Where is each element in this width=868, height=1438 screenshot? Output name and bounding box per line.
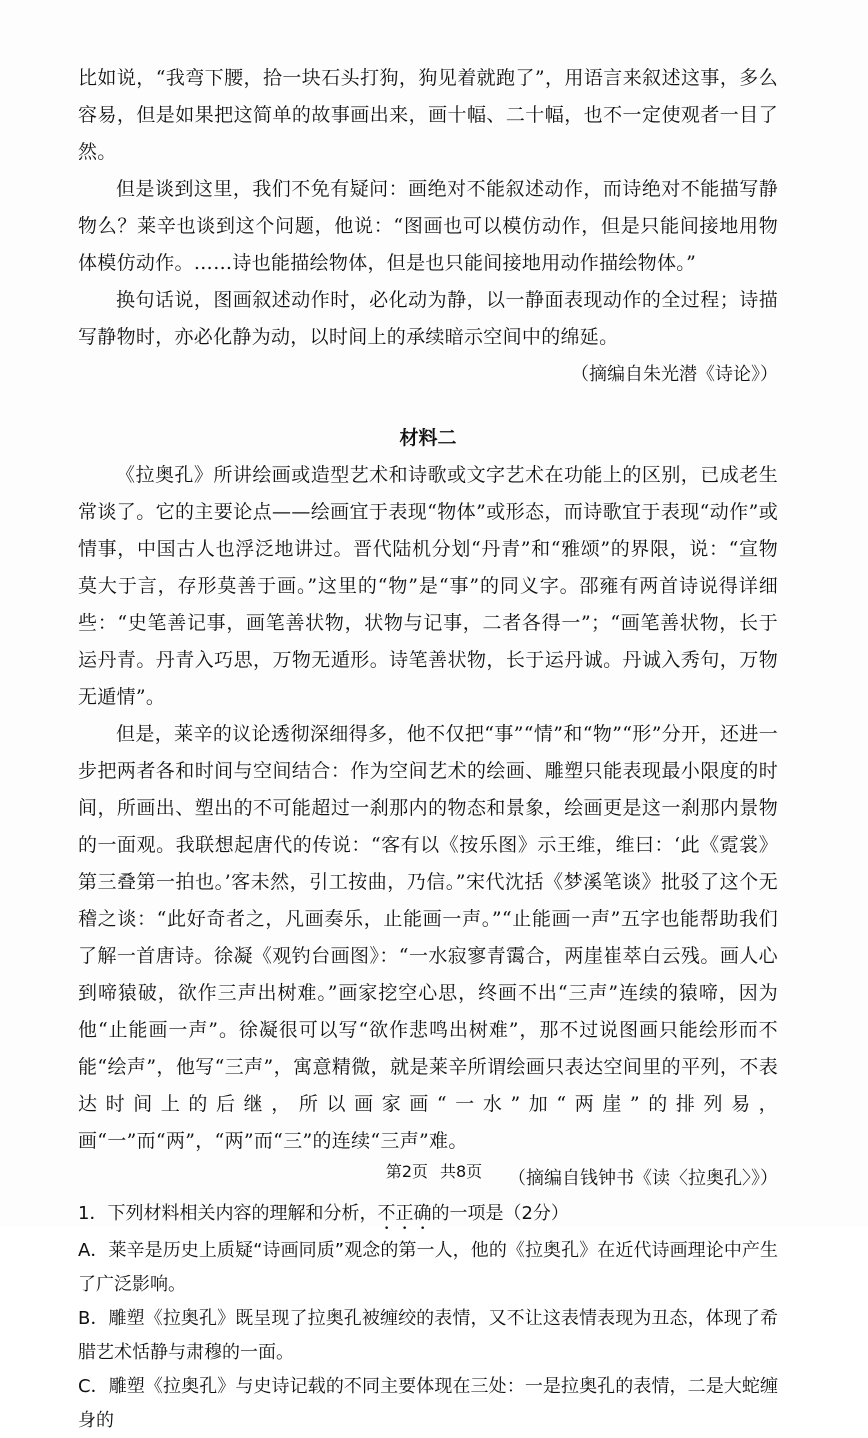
- page-content: [78, 60, 778, 1438]
- source-citation: （摘编自钱钟书《读〈拉奥孔〉》）: [508, 1168, 778, 1189]
- material-two: [78, 420, 778, 1197]
- page-footer: [0, 1160, 868, 1184]
- page-number: 第2页: [385, 1162, 428, 1181]
- page-total: 共8页: [440, 1162, 483, 1181]
- option-c: C．雕塑《拉奥孔》与史诗记载的不同主要体现在三处：一是拉奥孔的表情，二是大蛇缠身的: [78, 1376, 778, 1431]
- option-a: A．莱辛是历史上质疑“诗画同质”观念的第一人，他的《拉奥孔》在近代诗画理论中产生了广泛影响。: [78, 1240, 778, 1295]
- emphasized-text: 不正确: [377, 1203, 432, 1224]
- section-heading: 材料二: [399, 427, 457, 449]
- question-stem-text: 1．下列材料相关内容的理解和分析，: [78, 1203, 378, 1224]
- source-citation: （摘编自朱光潜《诗论》）: [571, 364, 778, 385]
- paragraph: 但是谈到这里，我们不免有疑问：画绝对不能叙述动作，而诗绝对不能描写静物么？莱辛也谈到这个问题，他说：“图画也可以模仿动作，但是只能间接地用物体模仿动作。……诗也能描绘物体，但是也只能间接地用动作描绘物体。”: [78, 178, 778, 274]
- material-one-excerpt: [78, 60, 778, 393]
- paragraph: 换句话说，图画叙述动作时，必化动为静，以一静面表现动作的全过程；诗描写静物时，亦必化静为动，以时间上的承续暗示空间中的绵延。: [78, 289, 778, 348]
- option-b: B．雕塑《拉奥孔》既呈现了拉奥孔被缠绞的表情，又不让这表情表现为丑态，体现了希腊艺术恬静与肃穆的一面。: [78, 1308, 778, 1363]
- question-stem: [78, 1197, 778, 1234]
- question-1: [78, 1197, 778, 1438]
- paragraph: 比如说，“我弯下腰，拾一块石头打狗，狗见着就跑了”，用语言来叙述这事，多么容易，但是如果把这简单的故事画出来，画十幅、二十幅，也不一定使观者一目了然。: [78, 67, 778, 163]
- paragraph: 《拉奥孔》所讲绘画或造型艺术和诗歌或文字艺术在功能上的区别，已成老生常谈了。它的主要论点——绘画宜于表现“物体”或形态，而诗歌宜于表现“动作”或情事，中国古人也浮泛地讲过。晋代陆机分划“丹青”和“雅颂”的界限，说：“宣物莫大于言，存形莫善于画。”这里的“物”是“事”的同义字。邵雍有两首诗说得详细些：“史笔善记事，画笔善状物，状物与记事，二者各得一”；“画笔善状物，长于运丹青。丹青入巧思，万物无遁形。诗笔善状物，长于运丹诚。丹诚入秀句，万物无遁情”。: [78, 464, 778, 708]
- question-stem-text: 的一项是（2分）: [431, 1203, 569, 1224]
- paragraph: 但是，莱辛的议论透彻深细得多，他不仅把“事”“情”和“物”“形”分开，还进一步把两者各和时间与空间结合：作为空间艺术的绘画、雕塑只能表现最小限度的时间，所画出、塑出的不可能超过一刹那内的物态和景象，绘画更是这一刹那内景物的一面观。我联想起唐代的传说：“客有以《按乐图》示王维，维曰：‘此《霓裳》第三叠第一拍也。’客未然，引工按曲，乃信。”宋代沈括《梦溪笔谈》批驳了这个无稽之谈：“此好奇者之，凡画奏乐，止能画一声。”“止能画一声”五字也能帮助我们了解一首唐诗。徐凝《观钓台画图》：“一水寂寥青霭合，两崖崔萃白云残。画人心到啼猿破，欲作三声出树难。”画家挖空心思，终画不出“三声”连续的猿啼，因为他“止能画一声”。徐凝很可以写“欲作悲鸣出树难”，那不过说图画只能绘形而不能“绘声”，他写“三声”，寓意精微，就是莱辛所谓绘画只表达空间里的平列，不表达时间上的后继，所以画家画“一水”加“两崖”的排列易，画“一”而“两”，“两”而“三”的连续“三声”难。: [78, 723, 778, 1152]
